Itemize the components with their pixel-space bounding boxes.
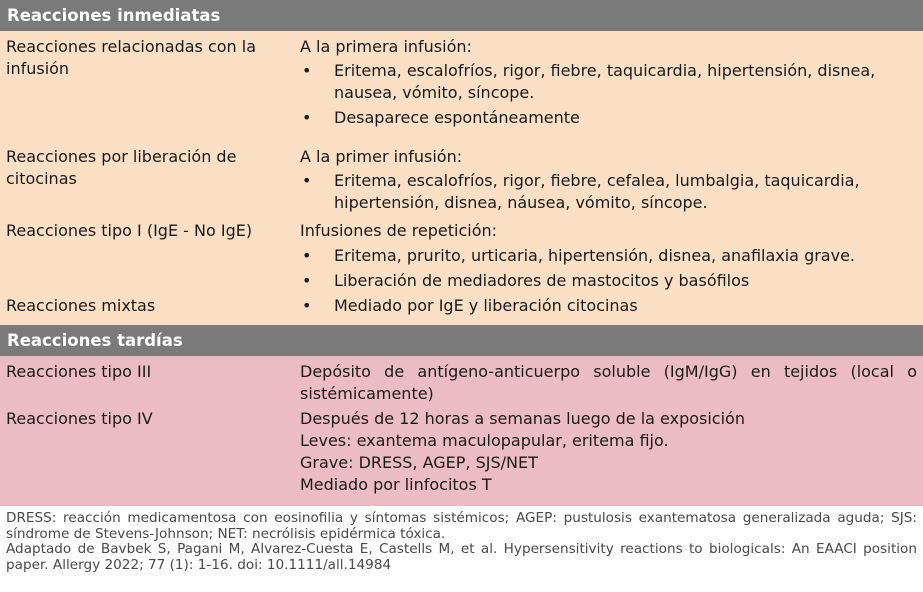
reaction-description	[300, 361, 923, 408]
reaction-description	[300, 146, 923, 220]
description-line: Grave: DRESS, AGEP, SJS/NET	[300, 453, 538, 472]
reaction-description	[300, 220, 923, 295]
description-intro: A la primer infusión:	[300, 147, 463, 166]
description-line: Mediado por linfocitos T	[300, 475, 492, 494]
table-row	[0, 146, 923, 220]
bullet-item: • Liberación de mediadores de mastocitos y basófilos	[300, 270, 917, 292]
footnotes	[0, 506, 923, 573]
description-intro: A la primera infusión:	[300, 37, 472, 56]
reaction-name: Reacciones mixtas	[6, 296, 156, 315]
section-header-delayed: Reacciones tardías	[0, 325, 923, 356]
reaction-description	[300, 36, 923, 146]
reaction-name: Reacciones relacionadas con la infusión	[6, 37, 257, 78]
table-row	[0, 408, 923, 506]
bullet-item: • Eritema, escalofríos, rigor, fiebre, taquicardia, hipertensión, disnea, nausea, vómito, síncope.	[300, 60, 917, 104]
table-row	[0, 220, 923, 295]
table-row	[0, 356, 923, 408]
description-line: Después de 12 horas a semanas luego de la exposición	[300, 409, 745, 428]
reaction-name: Reacciones tipo I (IgE - No IgE)	[6, 221, 253, 240]
reaction-description	[300, 408, 923, 506]
source-note: Adaptado de Bavbek S, Pagani M, Alvarez-Cuesta E, Castells M, et al. Hypersensitivity reactions to biologicals: An EAACI position paper. Allergy 2022; 77 (1): 1-16. doi: 10.1111/all.14984	[6, 541, 917, 573]
reaction-name: Reacciones por liberación de citocinas	[6, 147, 237, 188]
table-row	[0, 31, 923, 146]
description-line: Depósito de antígeno-anticuerpo soluble (IgM/IgG) en tejidos (local o sistémicamente)	[300, 362, 917, 403]
abbreviations-note: DRESS: reacción medicamentosa con eosinofilia y síntomas sistémicos; AGEP: pustulosis exantematosa generalizada aguda; SJS: síndrome de Stevens-Johnson; NET: necrólisis epidérmica tóxica.	[6, 510, 917, 542]
description-intro: Infusiones de repetición:	[300, 221, 498, 240]
reaction-name: Reacciones tipo III	[6, 362, 152, 381]
reaction-name: Reacciones tipo IV	[6, 409, 153, 428]
bullet-item: • Mediado por IgE y liberación citocinas	[300, 295, 917, 317]
table-row	[0, 295, 923, 325]
bullet-item: • Desaparece espontáneamente	[300, 107, 917, 129]
bullet-item: • Eritema, prurito, urticaria, hipertensión, disnea, anafilaxia grave.	[300, 245, 917, 267]
description-line: Leves: exantema maculopapular, eritema fijo.	[300, 431, 669, 450]
bullet-item: • Eritema, escalofríos, rigor, fiebre, cefalea, lumbalgia, taquicardia, hipertensión, disnea, náusea, vómito, síncope.	[300, 170, 917, 214]
section-header-immediate: Reacciones inmediatas	[0, 0, 923, 31]
reaction-description	[300, 295, 923, 325]
